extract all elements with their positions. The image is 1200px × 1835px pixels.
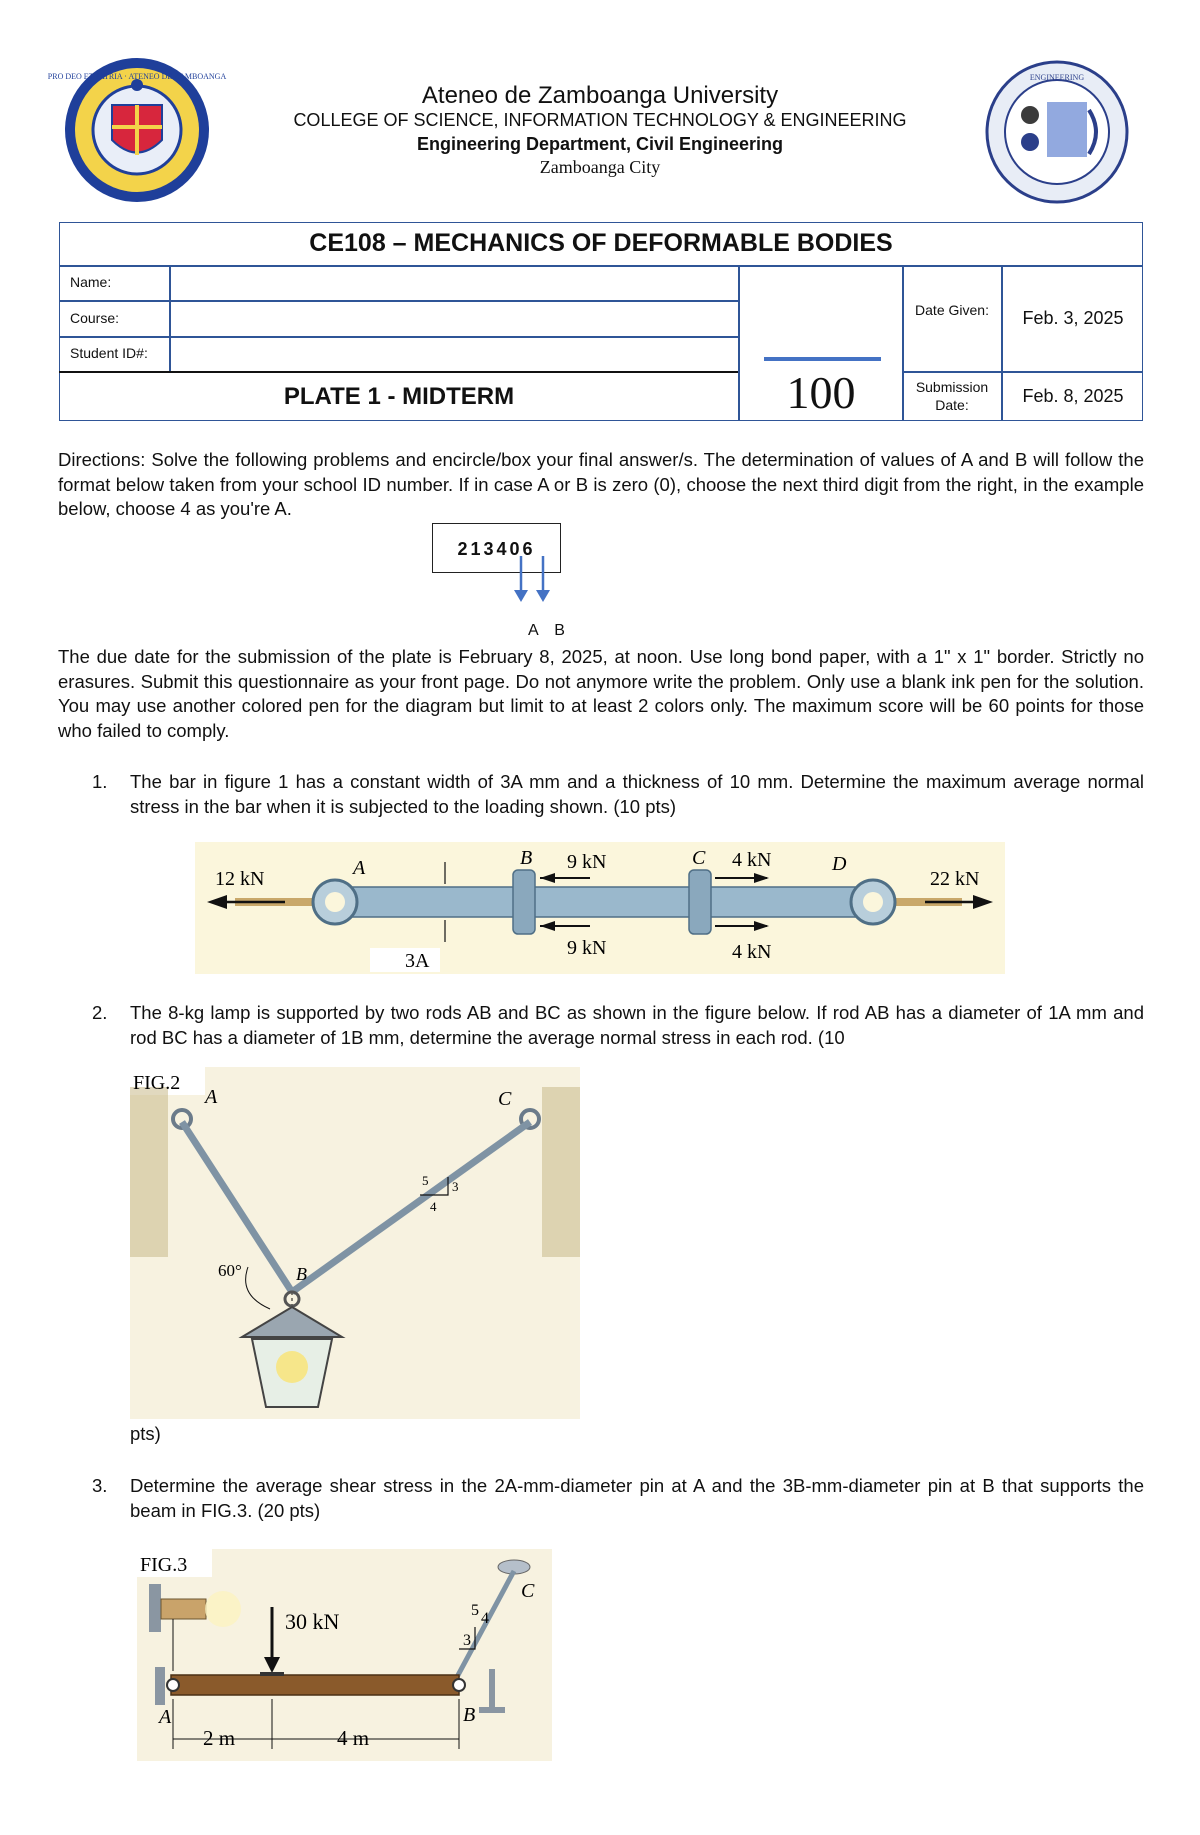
digit-arrows — [508, 556, 558, 604]
fig3-dim-2m: 2 m — [203, 1726, 236, 1750]
submission-date-label: Submission Date: — [915, 379, 989, 413]
fig2-point-c: C — [498, 1088, 512, 1110]
date-given-value: Feb. 3, 2025 — [1022, 308, 1124, 328]
width-label: 3A — [405, 950, 430, 972]
table-divider — [902, 371, 1143, 373]
total-score: 100 — [786, 367, 856, 418]
problem-3-text: Determine the average shear stress in the 2A-mm-diameter pin at A and the 3B-mm-diameter pin at B that supports the beam in FIG.3. (20 pts) — [130, 1475, 1144, 1521]
point-d-label: D — [832, 853, 847, 875]
fig2-slope-4: 4 — [430, 1199, 437, 1214]
directions-text: Directions: Solve the following problems and encircle/box your final answer/s. The determination of values of A and B will follow the format below taken from your school ID number. If in case A or B is zero (0), choose the next third digit from the right, in the example below, choose 4 as you're A. — [58, 449, 1144, 519]
fig3-load-label: 30 kN — [285, 1609, 340, 1634]
right-load-label: 22 kN — [930, 868, 980, 890]
eyelet-a-hole — [325, 892, 345, 912]
collar-b — [513, 870, 535, 934]
b-bottom-load-label: 9 kN — [567, 937, 607, 959]
name-label: Name: — [70, 274, 112, 290]
top-left-block — [161, 1599, 206, 1619]
course-title: CE108 – MECHANICS OF DEFORMABLE BODIES — [309, 229, 893, 257]
course-label: Course: — [70, 310, 120, 326]
seal-right-lettering: ENGINEERING — [1029, 73, 1085, 82]
steel-bar — [330, 887, 880, 917]
course-field[interactable] — [175, 305, 733, 331]
point-a-label: A — [353, 857, 366, 879]
submission-date-value: Feb. 8, 2025 — [1022, 386, 1124, 406]
due-note-text: The due date for the submission of the plate is February 8, 2025, at noon. Use long bond paper, with a 1" x 1" border. Strictly no erasures. Submit this questionnaire as your front page. Do not anymore write the problem. Only use a blank ink pen for the solution. You may use another colored pen for the diagram but limit to at least 2 colors only. The maximum score will be 60 points for those who failed to comply. — [58, 646, 1144, 741]
arrow-a-head — [514, 590, 528, 602]
college-name: COLLEGE OF SCIENCE, INFORMATION TECHNOLOGY & ENGINEERING — [293, 110, 907, 130]
fig3-point-c: C — [521, 1580, 535, 1602]
fig3-title: FIG.3 — [140, 1554, 188, 1576]
id-example-box: 213406 — [432, 523, 561, 573]
plate-title: PLATE 1 - MIDTERM — [283, 383, 515, 410]
fig2-angle: 60° — [218, 1261, 242, 1280]
top-left-glow — [205, 1591, 241, 1627]
fig2-title: FIG.2 — [133, 1072, 181, 1094]
fig2-point-a: A — [205, 1086, 218, 1108]
lamp-bulb — [276, 1351, 308, 1383]
fig3-point-b: B — [463, 1704, 476, 1726]
seal-left-lettering: PRO DEO ET PATRIA · ATENEO DE ZAMBOANGA — [47, 72, 227, 81]
ab-labels: A B — [528, 622, 571, 639]
right-bracket-base — [479, 1707, 505, 1713]
c-bottom-load-label: 4 kN — [732, 941, 772, 963]
problem-2-text: The 8-kg lamp is supported by two rods AB and BC as shown in the figure below. If rod AB has a diameter of 1A mm and rod BC has a diameter of 1B mm, determine the average normal stress in each rod. (10 — [130, 1002, 1144, 1048]
fig3-dim-4m: 4 m — [337, 1726, 370, 1750]
c-top-load-label: 4 kN — [732, 849, 772, 871]
score-line — [764, 357, 881, 361]
beam — [171, 1675, 459, 1695]
university-name: Ateneo de Zamboanga University — [421, 82, 779, 109]
eyelet-d-hole — [863, 892, 883, 912]
arrow-b-head — [536, 590, 550, 602]
table-divider — [59, 265, 1143, 267]
figure-1-bar — [195, 842, 1005, 974]
point-c-label: C — [692, 847, 706, 869]
fig2-slope-5: 5 — [422, 1173, 429, 1188]
figure-3-beam — [137, 1549, 552, 1761]
b-top-load-label: 9 kN — [567, 851, 607, 873]
problem-3-number: 3. — [92, 1475, 108, 1496]
left-load-label: 12 kN — [215, 868, 265, 890]
fig3-slope-4: 4 — [481, 1610, 489, 1627]
table-divider — [59, 300, 738, 302]
collar-c — [689, 870, 711, 934]
department-name: Engineering Department, Civil Engineering — [416, 134, 784, 154]
right-bracket — [489, 1669, 495, 1709]
figure-2-lamp — [130, 1067, 580, 1419]
fig2-slope-3: 3 — [452, 1179, 459, 1194]
problem-2-continuation: pts) — [130, 1423, 161, 1444]
fig3-slope-3: 3 — [463, 1632, 471, 1649]
top-left-wall-plate — [149, 1584, 161, 1632]
left-wall — [130, 1087, 168, 1257]
right-wall — [542, 1087, 580, 1257]
table-divider — [169, 265, 171, 371]
fig3-point-a: A — [159, 1706, 172, 1728]
student-id-field[interactable] — [175, 341, 733, 367]
table-divider — [59, 336, 738, 338]
problem-1-number: 1. — [92, 771, 108, 792]
student-id-label: Student ID#: — [70, 345, 148, 361]
fig3-slope-5: 5 — [471, 1602, 479, 1619]
pin-a-support — [155, 1667, 165, 1705]
load-plate — [260, 1672, 284, 1676]
name-field[interactable] — [175, 270, 733, 296]
point-b-label: B — [520, 847, 533, 869]
city-name: Zamboanga City — [539, 157, 661, 177]
date-given-label: Date Given: — [915, 302, 989, 318]
fig2-point-b: B — [296, 1264, 307, 1284]
problem-1-text: The bar in figure 1 has a constant width of 3A mm and a thickness of 10 mm. Determine the maximum average normal stress in the bar when it is subjected to the loading shown. (10 pts) — [130, 771, 1144, 817]
pin-b — [453, 1679, 465, 1691]
pin-a — [167, 1679, 179, 1691]
problem-2-number: 2. — [92, 1002, 108, 1023]
